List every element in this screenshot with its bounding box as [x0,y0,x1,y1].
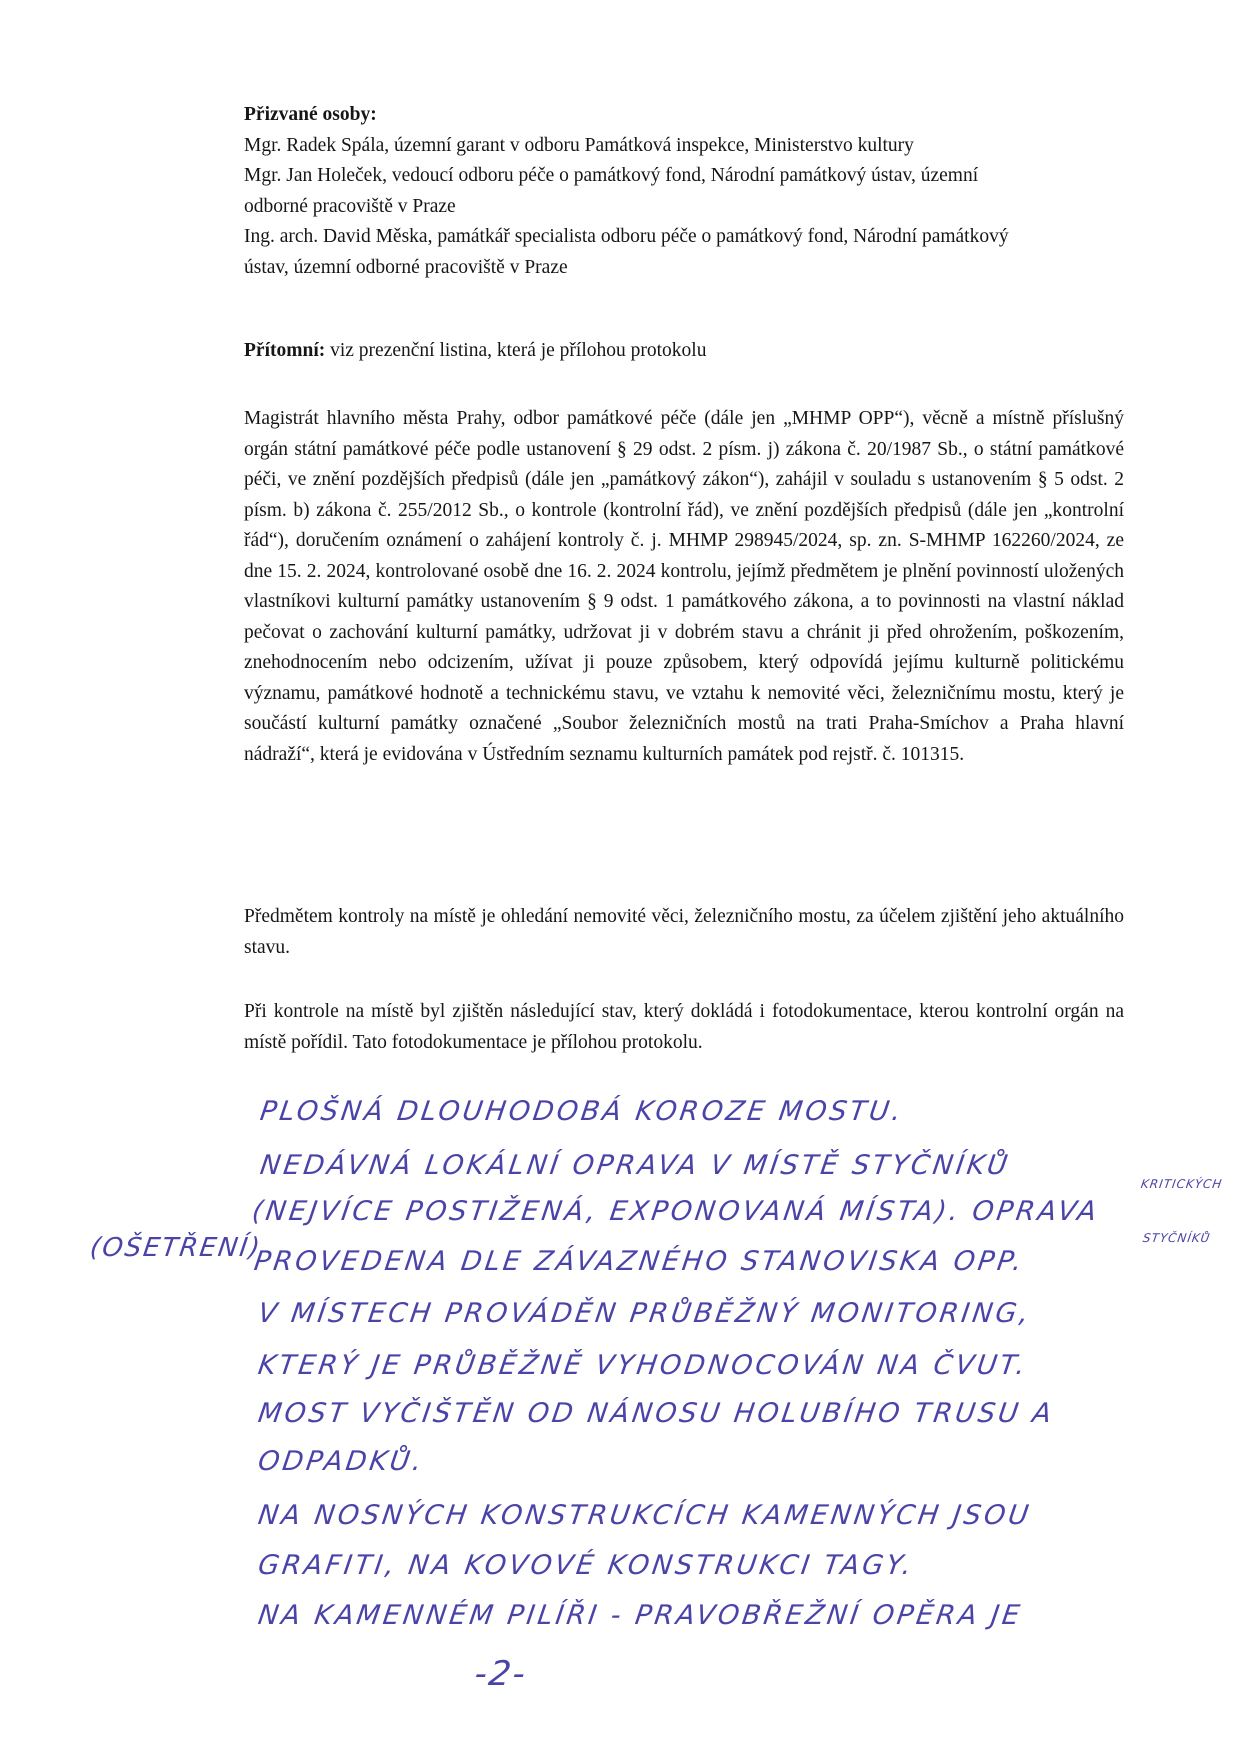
handwritten-line: GRAFITI, NA KOVOVÉ KONSTRUKCI TAGY. [256,1550,917,1581]
handwritten-line: PROVEDENA DLE ZÁVAZNÉHO STANOVISKA OPP. [252,1246,1027,1277]
handwritten-line: KTERÝ JE PRŮBĚŽNĚ VYHODNOCOVÁN NA ČVUT. [256,1350,1030,1381]
handwritten-page-number: -2- [472,1654,530,1694]
handwritten-margin-note-right: STYČNÍKŮ [1142,1231,1212,1245]
present-label: Přítomní: [244,340,326,361]
handwritten-line: PLOŠNÁ DLOUHODOBÁ KOROZE MOSTU. [258,1096,906,1127]
handwritten-margin-note-right: KRITICKÝCH [1140,1177,1224,1191]
invited-person-line: Ing. arch. David Měska, památkář specialista odboru péče o památkový fond, Národní památkový [244,226,1009,247]
body-paragraph: Předmětem kontroly na místě je ohledání nemovité věci, železničního mostu, za účelem zjištění jeho aktuálního stavu. [244,906,1124,958]
body-paragraph: Magistrát hlavního města Prahy, odbor památkové péče (dále jen „MHMP OPP“), věcně a místně příslušný orgán státní památkové péče podle ustanovení § 29 odst. 2 písm. j) zákona č. 20/1987 Sb., o státní památkové péči, ve znění pozdějších předpisů (dále jen „památkový zákon“), zahájil v souladu s ustanovením § 5 odst. 2 písm. b) zákona č. 255/2012 Sb., o kontrole (kontrolní řád), ve znění pozdějších předpisů (dále jen „kontrolní řád“), doručením oznámení o zahájení kontroly č. j. MHMP 298945/2024, sp. zn. S-MHMP 162260/2024, ze dne 15. 2. 2024, kontrolované osobě dne 16. 2. 2024 kontrolu, jejímž předmětem je plnění povinností uložených vlastníkovi kulturní památky ustanovením § 9 odst. 1 památkového zákona, a to povinnosti na vlastní náklad pečovat o zachování kulturní památky, udržovat ji v dobrém stavu a chránit ji před ohrožením, poškozením, znehodnocením nebo odcizením, užívat ji pouze způsobem, který odpovídá jejímu kulturně politickému významu, památkové hodnotě a technickému stavu, ve vztahu k nemovité věci, železničnímu mostu, který je součástí kulturní památky označené „Soubor železničních mostů na trati Praha-Smíchov a Praha hlavní nádraží“, která je evidována v Ústředním seznamu kulturních památek pod rejstř. č. 101315. [244,408,1124,765]
control-subject-paragraph [244,902,1124,963]
handwritten-line: (NEJVÍCE POSTIŽENÁ, EXPONOVANÁ MÍSTA). OPRAVA [250,1196,1102,1227]
invited-person-line: Mgr. Radek Spála, územní garant v odboru Památková inspekce, Ministerstvo kultury [244,134,914,156]
invited-persons-heading: Přizvané osoby: [244,104,377,125]
handwritten-line: NA NOSNÝCH KONSTRUKCÍCH KAMENNÝCH JSOU [256,1500,1034,1531]
invited-persons-section [244,100,1124,283]
present-text: viz prezenční listina, která je přílohou protokolu [325,340,707,361]
invited-person-line: odborné pracoviště v Praze [244,195,456,217]
invited-person-line: Mgr. Jan Holeček, vedoucí odboru péče o památkový fond, Národní památkový ústav, územní [244,165,979,186]
invited-person-line: ústav, územní odborné pracoviště v Praze [244,256,568,278]
findings-intro-paragraph [244,997,1124,1058]
handwritten-line: ODPADKŮ. [256,1446,427,1477]
handwritten-line: NA KAMENNÉM PILÍŘI - PRAVOBŘEŽNÍ OPĚRA JE [256,1600,1025,1631]
handwritten-line: V MÍSTECH PROVÁDĚN PRŮBĚŽNÝ MONITORING, [256,1298,1034,1329]
body-paragraph: Při kontrole na místě byl zjištěn následující stav, který dokládá i fotodokumentace, kterou kontrolní orgán na místě pořídil. Tato fotodokumentace je přílohou protokolu. [244,1001,1124,1053]
present-section [244,336,1124,367]
handwritten-margin-note-left: (OŠETŘENÍ) [88,1233,264,1263]
control-initiation-paragraph [244,404,1124,770]
handwritten-line: NEDÁVNÁ LOKÁLNÍ OPRAVA V MÍSTĚ STYČNÍKŮ [258,1150,1013,1181]
handwritten-line: MOST VYČIŠTĚN OD NÁNOSU HOLUBÍHO TRUSU A [256,1398,1057,1429]
